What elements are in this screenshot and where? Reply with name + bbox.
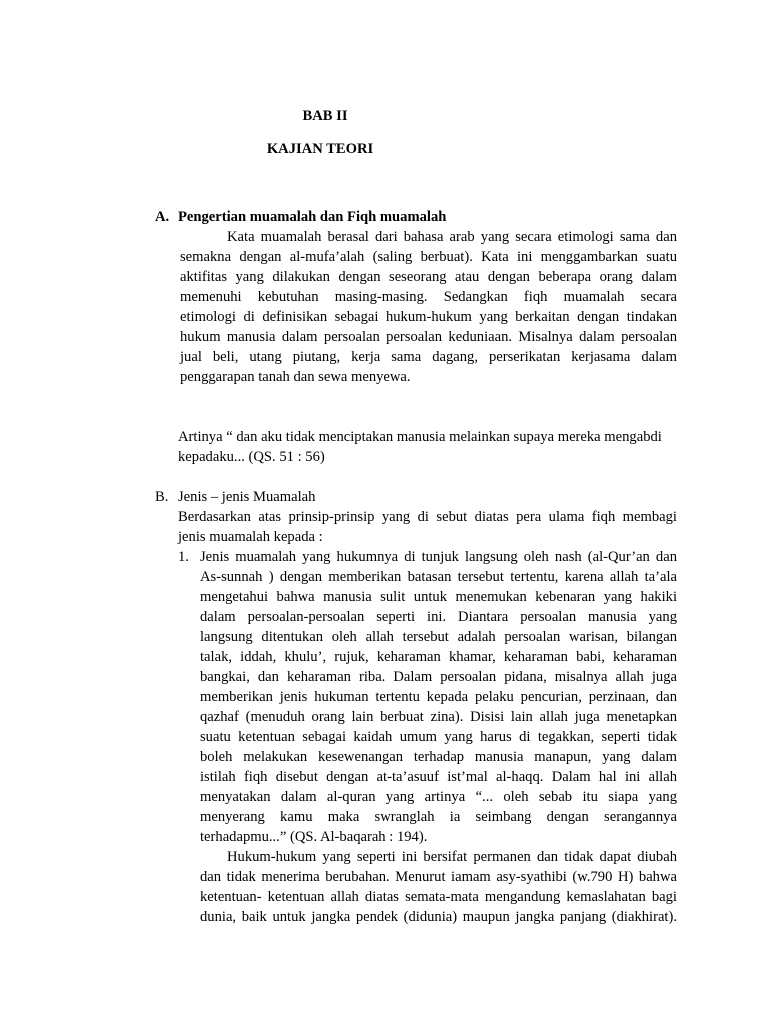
list-item-line: Jenis muamalah yang hukumnya di tunjuk langsung oleh nash (al-Qur’an dan	[200, 549, 677, 565]
list-item-line: dunia, baik untuk jangka pendek (didunia) maupun jangka panjang (diakhirat).	[200, 909, 677, 925]
paragraph-line: aktifitas yang dilakukan dengan seseorang atau dengan beberapa orang dalam	[180, 269, 677, 285]
list-item-line: mengetahui bahwa manusia sulit untuk menemukan kebenaran yang hakiki	[200, 589, 677, 605]
paragraph-line: jual beli, utang piutang, kerja sama dagang, perserikatan kerjasama dalam	[180, 349, 677, 365]
list-item-line: suatu ketentuan sebagai kaidah umum yang harus di tegakkan, seperti tidak	[200, 729, 677, 745]
list-item-line: dan tidak menerima berubahan. Menurut iamam asy-syathibi (w.790 H) bahwa	[200, 869, 677, 885]
list-item-line: memberikan jenis hukuman tertentu kepada pelaku pencurian, perzinaan, dan	[200, 689, 677, 705]
list-item-line: langsung ditentukan oleh allah tersebut adalah persoalan warisan, bilangan	[200, 629, 677, 645]
intro-line: jenis muamalah kepada :	[178, 529, 323, 545]
list-item-line: boleh melakukan kesewenangan terhadap manusia manapun, yang dalam	[200, 749, 677, 765]
chapter-title: KAJIAN TEORI	[266, 141, 374, 157]
paragraph-line: Kata muamalah berasal dari bahasa arab yang secara etimologi sama dan	[227, 229, 677, 245]
chapter-label: BAB II	[302, 108, 348, 124]
section-b-heading: Jenis – jenis Muamalah	[178, 489, 316, 505]
section-b-marker: B.	[155, 489, 169, 505]
list-item-marker: 1.	[178, 549, 189, 565]
quote-line: Artinya “ dan aku tidak menciptakan manusia melainkan supaya mereka mengabdi	[178, 429, 662, 445]
paragraph-line: memenuhi kebutuhan masing-masing. Sedangkan fiqh muamalah secara	[180, 289, 677, 305]
list-item-line: menyatakan dalam al-quran yang artinya “... oleh sebab itu siapa yang	[200, 789, 677, 805]
list-item-line: talak, iddah, khulu’, rujuk, keharaman khamar, keharaman babi, keharaman	[200, 649, 677, 665]
section-a-marker: A.	[155, 209, 170, 225]
list-item-line: ketentuan- ketentuan allah diatas semata-mata mengandung kemaslahatan bagi	[200, 889, 677, 905]
list-item-line: As-sunnah ) dengan memberikan batasan tersebut tertentu, karena allah ta’ala	[200, 569, 677, 585]
list-item-line: istilah fiqh disebut dengan at-ta’asuuf ist’mal al-haqq. Dalam hal ini allah	[200, 769, 677, 785]
intro-line: Berdasarkan atas prinsip-prinsip yang di sebut diatas pera ulama fiqh membagi	[178, 509, 677, 525]
list-item-line: qazhaf (menuduh orang lain berbuat zina). Disisi lain allah juga menetapkan	[200, 709, 677, 725]
quote-line: kepadaku... (QS. 51 : 56)	[178, 449, 325, 465]
paragraph-line: hukum manusia dalam persoalan persoalan keduniaan. Misalnya dalam persoalan	[180, 329, 677, 345]
list-item-line: dalam persoalan-persoalan seperti ini. Diantara persoalan manusia yang	[200, 609, 677, 625]
list-item-line: bangkai, dan keharaman riba. Dalam persoalan pidana, misalnya allah juga	[200, 669, 677, 685]
paragraph-line: etimologi di definisikan sebagai hukum-hukum yang berkaitan dengan tindakan	[180, 309, 677, 325]
paragraph-line: penggarapan tanah dan sewa menyewa.	[180, 369, 411, 385]
list-item-line: terhadapmu...” (QS. Al-baqarah : 194).	[200, 829, 428, 845]
paragraph-line: semakna dengan al-mufa’alah (saling berbuat). Kata ini menggambarkan suatu	[180, 249, 677, 265]
list-item-line: Hukum-hukum yang seperti ini bersifat permanen dan tidak dapat diubah	[227, 849, 677, 865]
list-item-line: menyerang kamu maka swranglah ia seimbang dengan serangannya	[200, 809, 677, 825]
section-a-heading: Pengertian muamalah dan Fiqh muamalah	[178, 209, 447, 225]
